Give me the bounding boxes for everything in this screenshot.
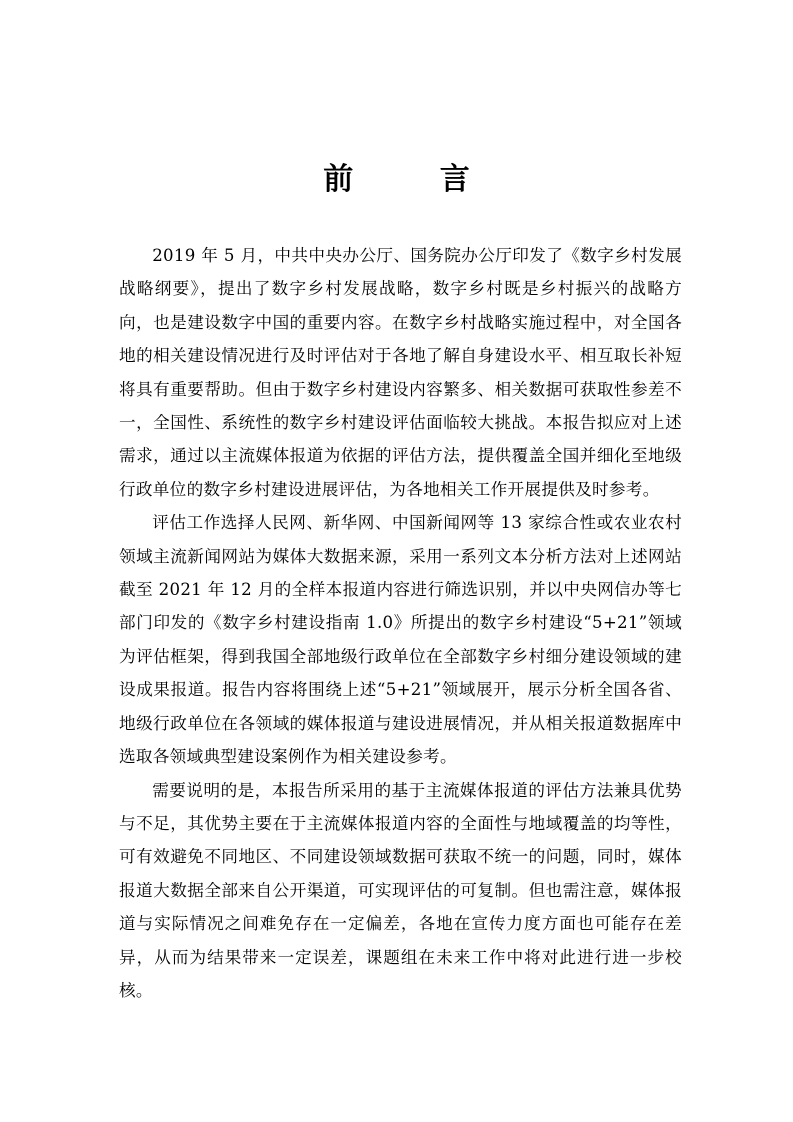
page-title: 前 言	[323, 162, 508, 197]
paragraph-2: 评估工作选择人民网、新华网、中国新闻网等 13 家综合性或农业农村领域主流新闻网站为媒体大数据来源，采用一系列文本分析方法对上述网站截至 2021 年 12 月的全样本报道内容进行筛选识别，并以中央网信办等七部门印发的《数字乡村建设指南 1.0》所提出的数字乡村建设“5+21”领域为评估框架，得到我国全部地级行政单位在全部数字乡村细分建设领域的建设成果报道。报告内容将围绕上述“5+21”领域展开，展示分析全国各省、地级行政单位在各领域的媒体报道与建设进展情况，并从相关报道数据库中选取各领域典型建设案例作为相关建设参考。	[119, 513, 682, 767]
body-text	[119, 239, 682, 1007]
paragraph-3: 需要说明的是，本报告所采用的基于主流媒体报道的评估方法兼具优势与不足，其优势主要在于主流媒体报道内容的全面性与地域覆盖的均等性，可有效避免不同地区、不同建设领域数据可获取不统一的问题，同时，媒体报道大数据全部来自公开渠道，可实现评估的可复制。但也需注意，媒体报道与实际情况之间难免存在一定偏差，各地在宣传力度方面也可能存在差异，从而为结果带来一定误差，课题组在未来工作中将对此进行进一步校核。	[119, 780, 682, 1000]
paragraph-1: 2019 年 5 月，中共中央办公厅、国务院办公厅印发了《数字乡村发展战略纲要》，提出了数字乡村发展战略，数字乡村既是乡村振兴的战略方向，也是建设数字中国的重要内容。在数字乡村战略实施过程中，对全国各地的相关建设情况进行及时评估对于各地了解自身建设水平、相互取长补短将具有重要帮助。但由于数字乡村建设内容繁多、相关数据可获取性参差不一，全国性、系统性的数字乡村建设评估面临较大挑战。本报告拟应对上述需求，通过以主流媒体报道为依据的评估方法，提供覆盖全国并细化至地级行政单位的数字乡村建设进展评估，为各地相关工作开展提供及时参考。	[119, 246, 682, 499]
